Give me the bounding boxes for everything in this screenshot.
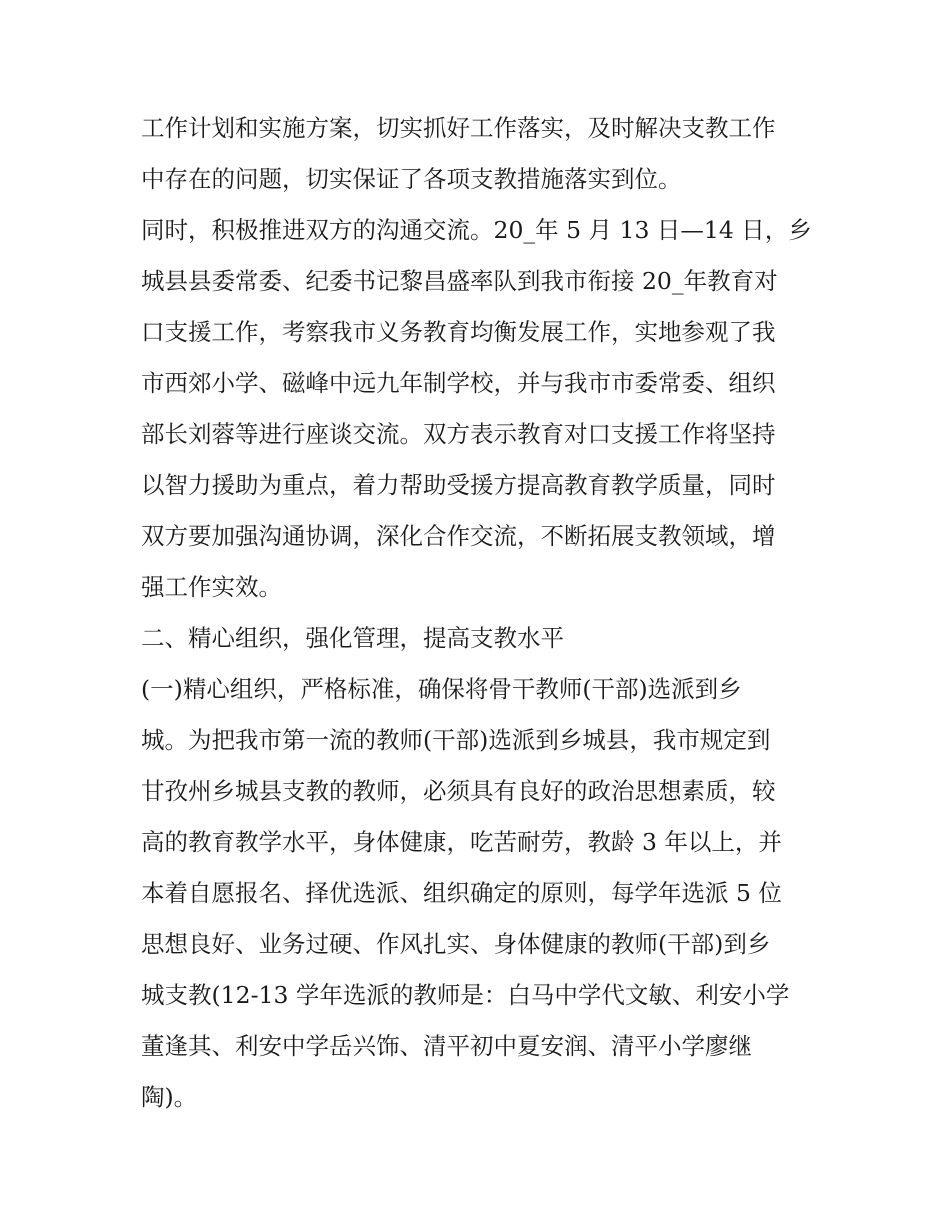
text-line-6: 市西郊小学、磁峰中远九年制学校，并与我市市委常委、组织 [141,369,776,397]
text-line-17: 思想良好、业务过硬、作风扎实、身体健康的教师(干部)到乡 [141,930,771,958]
text-line-5: 口支援工作，考察我市义务教育均衡发展工作，实地参观了我 [141,318,776,346]
text-line-1: 工作计划和实施方案，切实抓好工作落实，及时解决支教工作 [141,114,776,142]
text-line-4: 城县县委常委、纪委书记黎昌盛率队到我市衔接 20_年教育对 [141,267,778,295]
document-body [141,103,816,1123]
text-line-14: 甘孜州乡城县支教的教师，必须具有良好的政治思想素质，较 [141,777,776,805]
text-line-13: 城。为把我市第一流的教师(干部)选派到乡城县，我市规定到 [141,726,771,754]
text-line-20: 陶)。 [141,1083,198,1111]
text-line-10: 强工作实效。 [141,573,282,601]
text-line-7: 部长刘蓉等进行座谈交流。双方表示教育对口支援工作将坚持 [141,420,776,448]
text-line-12: (一)精心组织，严格标准，确保将骨干教师(干部)选派到乡 [141,675,742,703]
text-line-16: 本着自愿报名、择优选派、组织确定的原则，每学年选派 5 位 [141,879,782,907]
text-line-19: 董逢其、利安中学岳兴饰、清平初中夏安润、清平小学廖继 [141,1032,752,1060]
text-line-15: 高的教育教学水平，身体健康，吃苦耐劳，教龄 3 年以上，并 [141,828,782,856]
text-line-18: 城支教(12-13 学年选派的教师是：白马中学代文敏、利安小学 [141,981,790,1009]
text-line-9: 双方要加强沟通协调，深化合作交流，不断拓展支教领域，增 [141,522,776,550]
section-heading: 二、精心组织，强化管理，提高支教水平 [141,624,564,652]
text-line-3: 同时，积极推进双方的沟通交流。20_年 5 月 13 日—14 日，乡 [141,216,812,244]
text-line-8: 以智力援助为重点，着力帮助受援方提高教育教学质量，同时 [141,471,776,499]
text-line-2: 中存在的问题，切实保证了各项支教措施落实到位。 [141,165,682,193]
